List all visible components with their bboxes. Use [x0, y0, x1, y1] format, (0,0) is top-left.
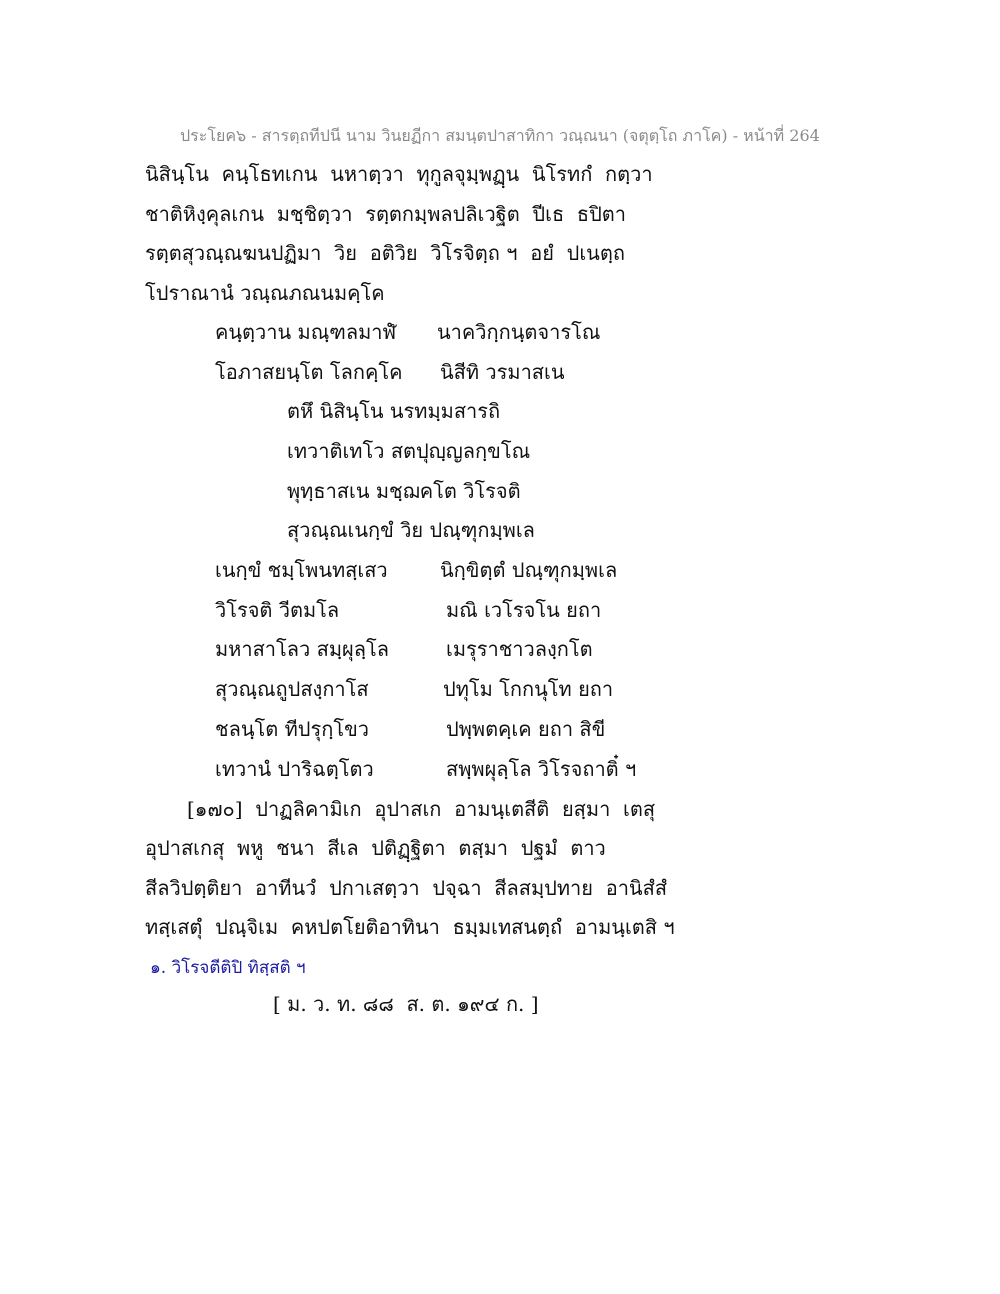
verse-left: วิโรจติ วีตมโล: [215, 598, 340, 622]
prose-line: ทสฺเสตุํ ปณฺจิเม คหปตโยติอาทินา ธมฺมเทสนตฺถํ อามนฺเตสิ ฯ: [145, 915, 675, 939]
verse-left: เนกฺขํ ชมฺโพนทสฺเสว: [215, 558, 388, 582]
prose-line: [๑๗๐] ปาฏลิคามิเก อุปาสเก อามนฺเตสีติ ยสฺมา เตสุ: [187, 797, 656, 821]
verse-right: นาควิกฺกนฺตจารโณ: [437, 320, 601, 344]
prose-line: อุปาสเกสุ พหู ชนา สีเล ปติฏฺฐิตา ตสฺมา ปฐมํ ตาว: [145, 836, 606, 860]
verse-left: สุวณฺณถูปสงฺกาโส: [215, 677, 369, 701]
prose-line: นิสินฺโน คนฺโธทเกน นหาตฺวา ทุกูลจุมฺพฏฺน นิโรทกํ กตฺวา: [145, 162, 653, 186]
verse-right: มณิ เวโรจโน ยถา: [446, 598, 602, 622]
prose-line: ชาติหิงฺคุลเกน มชฺชิตฺวา รตฺตกมฺพลปลิเวฐิต ปีเธ ธปิตา: [145, 202, 626, 226]
verse-left: ชลนฺโต ทีปรุกฺโขว: [215, 717, 369, 741]
prose-line: โปราณานํ วณฺณภณนมคฺโค: [145, 281, 385, 305]
stanza-line: ตหึ นิสินฺโน นรทมฺมสารถิ: [287, 399, 501, 423]
verse-right: ปทุโม โกกนุโท ยถา: [443, 677, 614, 701]
verse-left: มหาสาโลว สมฺผุลฺโล: [215, 637, 389, 661]
verse-left: โอภาสยนฺโต โลกคฺโค: [215, 360, 403, 384]
page-reference: [ ม. ว. ท. ๘๘ ส. ต. ๑๙๔ ก. ]: [273, 992, 539, 1016]
verse-left: เทวานํ ปาริฉตฺโตว: [215, 757, 374, 781]
stanza-line: สุวณฺณเนกฺขํ วิย ปณฺฑุกมฺพเล: [287, 518, 535, 542]
prose-line: รตฺตสุวณฺณฆนปฏิมา วิย อติวิย วิโรจิตฺถ ฯ อยํ ปเนตฺถ: [145, 241, 625, 265]
stanza-line: พุทฺธาสเน มชฺฌคโต วิโรจติ: [287, 479, 521, 503]
verse-right: เมรุราชาวลงฺกโต: [446, 637, 593, 661]
verse-right: ปพฺพตคฺเค ยถา สิขี: [446, 717, 606, 741]
verse-right: สพฺพผุลฺโล วิโรจถาติ๋ ฯ: [446, 757, 637, 781]
prose-line: สีลวิปตฺติยา อาทีนวํ ปกาเสตฺวา ปจฺฉา สีลสมฺปทาย อานิสํสํ: [145, 876, 668, 900]
stanza-line: เทวาติเทโว สตปุญฺญลกฺขโณ: [287, 439, 531, 463]
footnote: ๑. วิโรจตีติปิ ทิสฺสติ ฯ: [150, 958, 306, 978]
verse-right: นิสีทิ วรมาสเน: [440, 360, 565, 384]
verse-left: คนฺตฺวาน มณฺฑลมาฬํ: [215, 320, 397, 344]
verse-right: นิกฺขิตฺตํ ปณฺฑุกมฺพเล: [440, 558, 618, 582]
page-header: ประโยค๖ - สารตฺถทีปนี นาม วินยฏีกา สมนฺตปาสาทิกา วณฺณนา (จตุตฺโถ ภาโค) - หน้าที่ 264: [180, 126, 820, 145]
